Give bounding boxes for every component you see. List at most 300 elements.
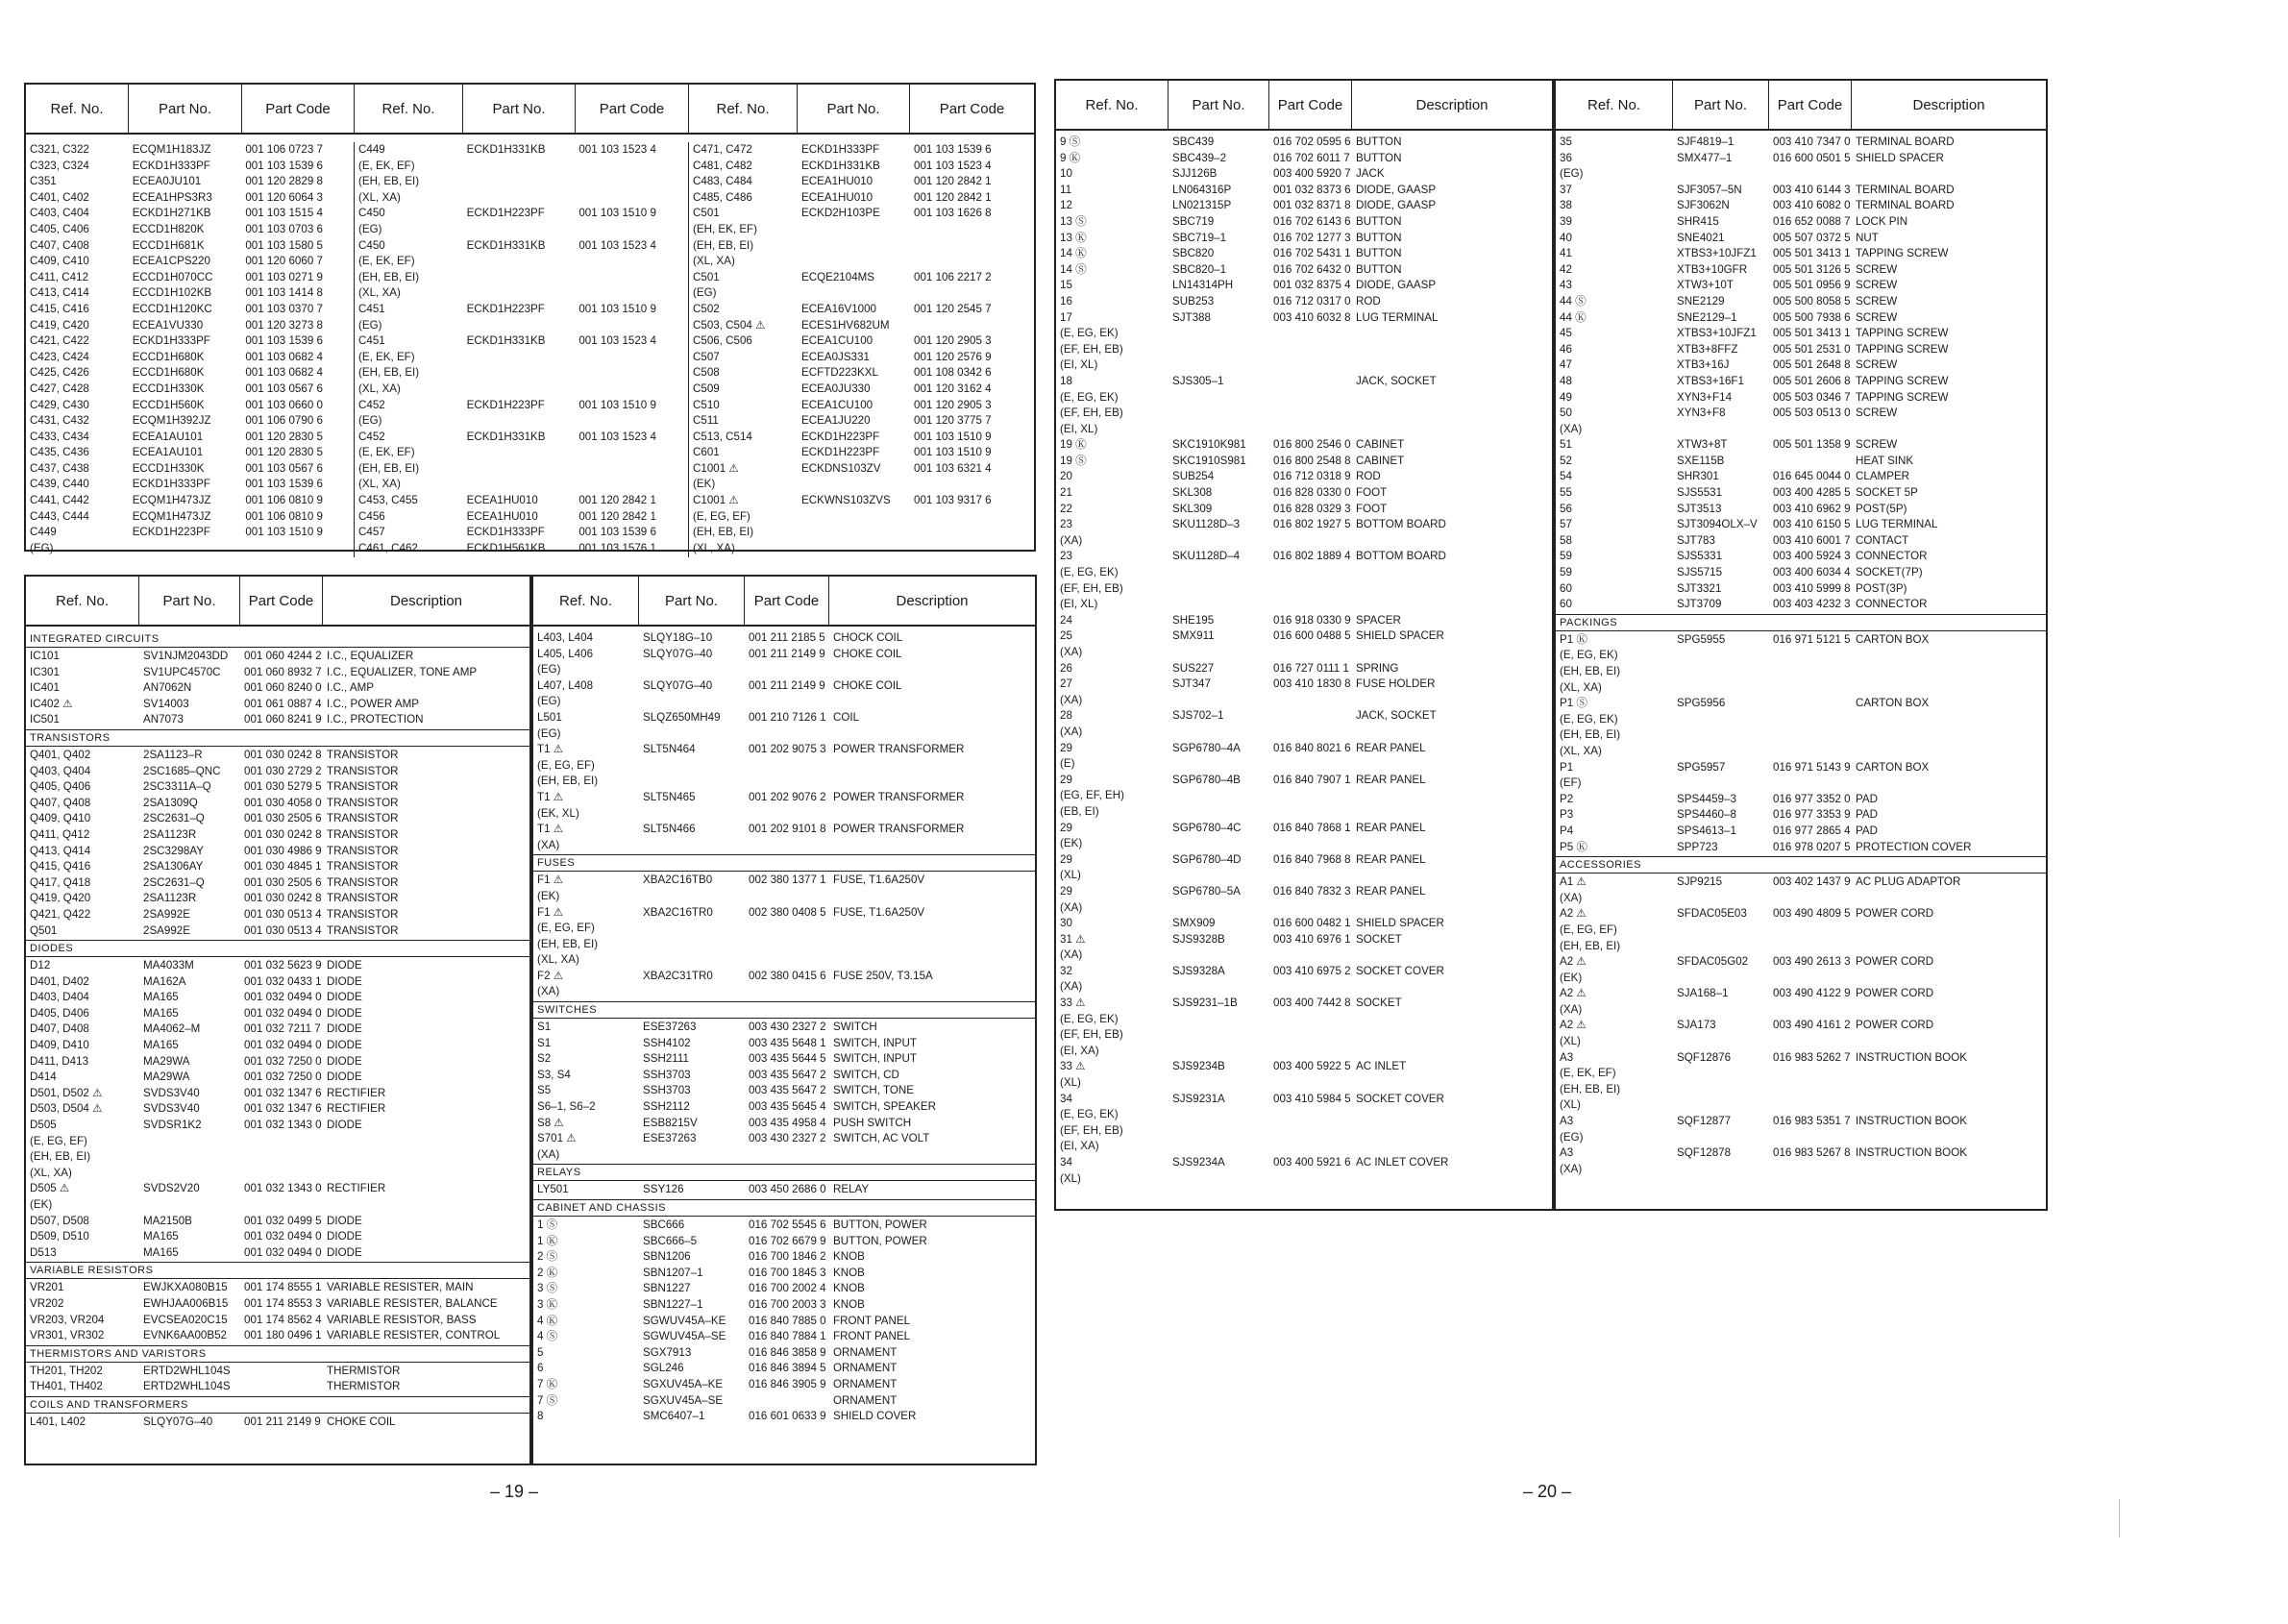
part-no-cell (639, 758, 745, 775)
ref-no-cell: C485, C486 (693, 190, 752, 204)
description-cell (829, 889, 1035, 905)
ref-no-cell: 45 (1560, 327, 1572, 340)
ref-no-cell: (EG) (358, 414, 382, 428)
table-row (1556, 632, 2046, 649)
table-row (26, 1006, 529, 1022)
table-row (1056, 1139, 1552, 1155)
description-cell: REAR PANEL (1356, 821, 1426, 834)
capacitor-group-1 (26, 142, 355, 557)
part-no-cell: AN7062N (143, 681, 192, 695)
part-no-cell: SBN1227–1 (643, 1297, 703, 1311)
description-cell: ORNAMENT (833, 1393, 898, 1407)
table-row (1056, 533, 1552, 550)
description-cell: INSTRUCTION BOOK (1856, 1050, 1967, 1064)
ref-no-cell: 23 (1060, 550, 1072, 563)
part-code-cell: 001 032 0494 0 (244, 1006, 322, 1020)
table-row (26, 1021, 529, 1038)
ref-no-cell: 44 Ⓢ (1560, 294, 1587, 308)
part-code-cell: 002 380 1377 1 (749, 874, 826, 887)
part-code-cell: 001 120 2830 5 (245, 446, 323, 459)
part-no-cell: SBN1207–1 (643, 1266, 703, 1279)
description-cell: TRANSISTOR (327, 764, 399, 777)
table-row (355, 285, 688, 302)
table-row (1556, 326, 2046, 342)
description-cell: DIODE (327, 1214, 362, 1227)
description-cell (829, 838, 1035, 854)
ref-no-cell: C413, C414 (30, 286, 89, 300)
part-no-cell: SUB253 (1172, 294, 1215, 308)
part-code-cell: 001 120 2829 8 (245, 175, 323, 188)
part-no-cell (1169, 979, 1269, 996)
part-no-cell: ECKD1H333PF (466, 526, 545, 539)
table-row (26, 1229, 529, 1245)
ref-no-cell: IC402 ⚠ (30, 697, 73, 710)
table-row (355, 430, 688, 446)
part-no-cell (639, 806, 745, 823)
ref-no-cell: (EG) (1560, 167, 1584, 181)
description-cell: DIODE (327, 1070, 362, 1084)
table-row (1056, 214, 1552, 231)
table-row (533, 1314, 1035, 1330)
ref-no-cell: (XA) (1060, 725, 1083, 738)
part-code-cell: 005 501 0956 9 (1773, 279, 1851, 292)
part-no-cell: SGXUV45A–KE (643, 1377, 724, 1390)
part-no-cell: SJT3513 (1677, 502, 1722, 515)
part-code-cell: 001 202 9101 8 (749, 823, 826, 836)
part-no-cell: ECKD1H333PF (132, 334, 210, 348)
part-no-cell: ECQM1H473JZ (132, 494, 211, 507)
part-code-cell (1269, 1139, 1352, 1155)
table-row (533, 678, 1035, 695)
capacitor-group-3 (689, 142, 1034, 557)
ref-no-cell: P2 (1560, 792, 1574, 805)
part-code-cell: 016 977 3353 9 (1773, 808, 1851, 822)
ref-no-cell: F1 ⚠ (537, 874, 564, 887)
table-row (1556, 357, 2046, 374)
part-no-cell: ECEA1CPS220 (132, 255, 210, 268)
part-no-cell (1673, 923, 1769, 939)
table-row (355, 398, 688, 414)
ref-no-cell: D505 (30, 1119, 57, 1132)
part-no-cell (1673, 775, 1769, 792)
ref-no-cell: A3 (1560, 1050, 1574, 1064)
table-row (1056, 581, 1552, 598)
description-cell: JACK (1356, 167, 1385, 181)
part-no-cell: SBC820 (1172, 247, 1215, 260)
description-cell: ROD (1356, 470, 1381, 483)
part-no-cell (139, 1197, 240, 1214)
ref-no-cell: 22 (1060, 502, 1072, 515)
part-no-cell (1169, 1171, 1269, 1188)
table-row (1056, 788, 1552, 804)
part-code-cell: 001 103 1510 9 (914, 430, 992, 443)
description-cell: SCREW (1856, 406, 1898, 420)
ref-no-cell: (E, EG, EK) (1060, 390, 1119, 404)
part-no-cell: SLQY07G–40 (643, 678, 713, 692)
part-code-cell (1269, 342, 1352, 358)
ref-no-cell: (XL, XA) (358, 478, 401, 491)
table-row (1556, 971, 2046, 987)
ref-no-cell: C461, C462 (358, 541, 418, 554)
ref-no-cell: C427, C428 (30, 381, 89, 395)
part-no-cell (1169, 900, 1269, 917)
part-no-cell (639, 1147, 745, 1164)
table-row (1556, 696, 2046, 712)
semiconductor-table-header (26, 577, 529, 627)
part-no-cell (798, 285, 910, 302)
table-row (533, 1036, 1035, 1052)
part-no-cell: SJS5331 (1677, 550, 1723, 563)
table-row (689, 238, 1034, 255)
part-code-cell (1769, 1002, 1852, 1019)
description-cell: TRANSISTOR (327, 796, 399, 809)
description-cell (1852, 1097, 2046, 1114)
part-no-cell (1673, 727, 1769, 744)
ref-no-cell: 33 ⚠ (1060, 997, 1086, 1010)
ref-no-cell: (EK) (30, 1198, 53, 1211)
table-row (26, 779, 529, 796)
part-code-cell (1769, 939, 1852, 955)
part-no-cell (1673, 680, 1769, 697)
part-code-cell: 001 103 1539 6 (245, 478, 323, 491)
ref-no-cell: C443, C444 (30, 509, 89, 523)
ref-no-cell: C481, C482 (693, 159, 752, 172)
table-row (1056, 868, 1552, 884)
description-cell (1352, 693, 1552, 709)
part-no-cell: SPS4460–8 (1677, 808, 1736, 822)
part-no-cell: ECKD1H223PF (466, 207, 545, 220)
part-no-cell (1673, 648, 1769, 664)
description-cell: JACK, SOCKET (1356, 709, 1437, 723)
part-no-cell: XTBS3+10JFZ1 (1677, 247, 1757, 260)
part-code-cell: 016 700 1845 3 (749, 1266, 826, 1279)
screws-packing-list (1556, 135, 2046, 1213)
table-row (26, 222, 354, 238)
part-no-cell: SJS9328B (1172, 932, 1225, 946)
part-no-cell (463, 222, 576, 238)
table-row (26, 413, 354, 430)
description-cell: VARIABLE RESISTER, CONTROL (327, 1329, 501, 1342)
description-cell: DIODE (327, 1039, 362, 1052)
part-code-cell (575, 174, 688, 190)
part-no-cell (463, 445, 576, 461)
part-no-cell: SSH4102 (643, 1036, 691, 1049)
ref-no-cell: 13 Ⓚ (1060, 231, 1087, 244)
part-code-cell (745, 694, 829, 710)
part-no-cell: SJS5715 (1677, 566, 1723, 579)
part-code-cell: 001 202 9076 2 (749, 790, 826, 803)
table-row (533, 662, 1035, 678)
ref-no-cell: (EF, EH, EB) (1060, 1123, 1123, 1137)
table-row (533, 1020, 1035, 1036)
table-row (26, 174, 354, 190)
part-code-cell: 001 032 8373 6 (1273, 183, 1351, 196)
part-code-cell: 001 032 8371 8 (1273, 199, 1351, 212)
part-code-cell: 001 120 2830 5 (245, 430, 323, 443)
part-code-cell (1269, 900, 1352, 917)
ref-no-cell: Q407, Q408 (30, 796, 91, 809)
part-no-cell: SSY126 (643, 1183, 684, 1196)
table-row (1556, 310, 2046, 327)
ref-no-cell: (XA) (1060, 646, 1083, 658)
part-no-cell (1673, 1130, 1769, 1146)
part-code-cell (1269, 1044, 1352, 1060)
description-cell: POWER CORD (1856, 955, 1934, 969)
section-heading: ACCESSORIES (1556, 856, 2046, 874)
description-cell: PAD (1856, 824, 1878, 837)
table-row (1556, 986, 2046, 1002)
table-row (1556, 1050, 2046, 1067)
ref-no-cell: (XL, XA) (30, 1166, 72, 1179)
section-heading: CABINET AND CHASSIS (533, 1199, 1035, 1217)
description-cell (1852, 1034, 2046, 1050)
ref-no-cell: (XL) (1060, 1171, 1081, 1185)
part-no-cell: ECEA0JU101 (132, 175, 202, 188)
description-cell: TRANSISTOR (327, 875, 399, 889)
part-code-cell: 003 435 5647 2 (749, 1068, 826, 1081)
ref-no-cell: 3 Ⓢ (537, 1282, 558, 1295)
table-row (26, 430, 354, 446)
part-no-cell (1169, 565, 1269, 581)
table-row (1056, 708, 1552, 725)
part-no-cell: SJF3062N (1677, 199, 1730, 212)
ref-no-cell: Q411, Q412 (30, 827, 90, 841)
part-code-cell (240, 1166, 323, 1182)
description-cell: HEAT SINK (1856, 454, 1914, 467)
part-code-cell: 001 103 1414 8 (245, 286, 323, 300)
description-cell: ROD (1356, 294, 1381, 308)
part-code-cell: 016 840 7832 3 (1273, 884, 1351, 898)
part-no-cell: SPG5955 (1677, 632, 1726, 646)
ref-no-cell: (XA) (537, 838, 560, 851)
part-code-cell: 001 030 0242 8 (244, 892, 322, 905)
description-cell (323, 1134, 529, 1150)
part-code-cell: 003 410 7347 0 (1773, 135, 1851, 148)
ref-no-cell: (XL, XA) (1560, 744, 1602, 757)
part-no-cell (639, 889, 745, 905)
table-row (533, 838, 1035, 854)
scan-mark (2119, 1499, 2120, 1538)
ref-no-cell: T1 ⚠ (537, 790, 564, 803)
description-cell: TERMINAL BOARD (1856, 199, 1955, 212)
semiconductor-list (26, 630, 529, 1467)
ref-no-cell: Q401, Q402 (30, 748, 91, 761)
part-no-cell: ESE37263 (643, 1021, 697, 1034)
table-row (1056, 231, 1552, 247)
part-no-cell (798, 477, 910, 493)
col-header-code: Part Code (745, 577, 829, 625)
table-row (355, 159, 688, 175)
ref-no-cell: C429, C430 (30, 398, 89, 411)
ref-no-cell: (EI, XA) (1060, 1044, 1099, 1057)
description-cell: TRANSISTOR (327, 860, 399, 874)
description-cell: TAPPING SCREW (1856, 342, 1949, 356)
page-number-left: – 19 – (490, 1482, 539, 1501)
part-code-cell: 001 120 2905 3 (914, 398, 992, 411)
description-cell (1852, 891, 2046, 907)
description-cell (1352, 756, 1552, 773)
part-no-cell (463, 190, 576, 207)
table-row (689, 206, 1034, 222)
ref-no-cell: (XA) (1560, 1162, 1583, 1175)
part-code-cell: 016 712 0318 9 (1273, 470, 1351, 483)
ref-no-cell: C435, C436 (30, 446, 89, 459)
ref-no-cell: (EK) (1560, 971, 1583, 984)
ref-no-cell: C321, C322 (30, 143, 89, 156)
screws-packing-table (1554, 79, 2048, 1211)
part-no-cell: SJP9215 (1677, 875, 1723, 889)
part-no-cell: ERTD2WHL104S (143, 1380, 231, 1393)
part-no-cell: SJS9231–1B (1172, 997, 1238, 1010)
part-code-cell: 016 846 3905 9 (749, 1377, 826, 1390)
description-cell: DIODE (327, 1022, 362, 1036)
part-code-cell (240, 1149, 323, 1166)
ref-no-cell: (XL, XA) (537, 953, 579, 967)
ref-no-cell: (XL) (1060, 869, 1081, 882)
ref-no-cell: 6 (537, 1362, 544, 1375)
part-code-cell: 001 108 0342 6 (914, 366, 992, 380)
part-code-cell: 001 103 0567 6 (245, 461, 323, 475)
ref-no-cell: P1 (1560, 760, 1574, 774)
table-row (1056, 756, 1552, 773)
ref-no-cell: C502 (693, 302, 720, 315)
table-row (26, 958, 529, 974)
ref-no-cell: C449 (30, 526, 57, 539)
description-cell (1852, 923, 2046, 939)
description-cell: FRONT PANEL (833, 1314, 911, 1327)
table-row (1556, 1145, 2046, 1162)
table-row (533, 952, 1035, 969)
ref-no-cell: 11 (1060, 183, 1072, 196)
part-code-cell: 005 501 1358 9 (1773, 438, 1851, 452)
part-no-cell: XBA2C31TR0 (643, 969, 713, 982)
part-no-cell: ECKD1H333PF (801, 143, 880, 156)
ref-no-cell: (EH, EB, EI) (358, 461, 420, 475)
part-code-cell: 016 840 7885 0 (749, 1314, 826, 1327)
part-code-cell: 001 120 2545 7 (914, 302, 992, 315)
part-code-cell (575, 365, 688, 381)
part-no-cell: SGP6780–4B (1172, 773, 1241, 786)
part-no-cell: SLQY07G–40 (643, 647, 713, 660)
table-row (1056, 900, 1552, 917)
description-cell (1352, 1107, 1552, 1123)
part-no-cell: XTW3+10T (1677, 279, 1734, 292)
part-no-cell (139, 1149, 240, 1166)
part-code-cell (1269, 533, 1352, 550)
table-row (533, 1361, 1035, 1377)
table-row (355, 174, 688, 190)
ref-no-cell: 56 (1560, 502, 1572, 515)
description-cell (1352, 804, 1552, 821)
description-cell: FUSE, T1.6A250V (833, 874, 925, 887)
part-no-cell (463, 254, 576, 270)
table-row (1056, 1059, 1552, 1075)
table-row (1056, 693, 1552, 709)
ref-no-cell: (EB, EI) (1060, 804, 1099, 818)
description-cell (1852, 422, 2046, 438)
ref-no-cell: (EH, EB, EI) (693, 526, 754, 539)
description-cell: THERMISTOR (327, 1380, 401, 1393)
table-row (689, 525, 1034, 541)
table-row (1056, 996, 1552, 1012)
ref-no-cell: (EH, EB, EI) (1560, 728, 1621, 742)
ref-no-cell: (E, EG, EF) (693, 509, 750, 523)
part-no-cell (1169, 422, 1269, 438)
col-header-part: Part No. (139, 577, 240, 625)
table-row (26, 238, 354, 255)
ref-no-cell: C511 (693, 414, 719, 428)
table-row (1556, 422, 2046, 438)
description-cell: CHOKE COIL (327, 1415, 396, 1428)
part-code-cell: 016 977 3352 0 (1773, 792, 1851, 805)
description-cell (829, 921, 1035, 937)
table-row (689, 381, 1034, 398)
part-no-cell: ECCD1H560K (132, 398, 205, 411)
part-code-cell: 005 507 0372 5 (1773, 231, 1851, 244)
part-no-cell (1169, 1044, 1269, 1060)
ref-no-cell: C507 (693, 350, 720, 363)
ref-no-cell: 26 (1060, 661, 1072, 675)
part-code-cell: 001 032 7250 0 (244, 1070, 322, 1084)
part-no-cell (1673, 1082, 1769, 1098)
col-header-code: Part Code (576, 85, 689, 133)
ref-no-cell: (EH, EB, EI) (358, 175, 420, 188)
part-no-cell: SGWUV45A–KE (643, 1314, 726, 1327)
part-no-cell: SKL309 (1172, 502, 1213, 515)
capacitor-table (24, 83, 1036, 552)
table-row (26, 1245, 529, 1262)
table-row (26, 1054, 529, 1070)
description-cell: I.C., AMP (327, 681, 374, 695)
part-no-cell: ECCD1H680K (132, 366, 205, 380)
ref-no-cell: (EF, EH, EB) (1060, 1028, 1123, 1042)
ref-no-cell: TH201, TH202 (30, 1364, 103, 1377)
part-no-cell: MA4033M (143, 959, 194, 972)
description-cell: TRANSISTOR (327, 827, 399, 841)
part-code-cell: 002 380 0415 6 (749, 969, 826, 982)
description-cell: I.C., EQUALIZER (327, 650, 414, 662)
ref-no-cell: 4 Ⓚ (537, 1314, 558, 1327)
description-cell (1352, 900, 1552, 917)
description-cell: FRONT PANEL (833, 1330, 911, 1343)
part-code-cell: 001 032 7250 0 (244, 1054, 322, 1068)
ref-no-cell: S5 (537, 1084, 552, 1097)
table-row (1556, 1097, 2046, 1114)
part-code-cell (240, 1364, 323, 1380)
description-cell: TERMINAL BOARD (1856, 183, 1955, 196)
table-row (1056, 916, 1552, 932)
part-no-cell: SVDSR1K2 (143, 1119, 202, 1132)
table-row (1056, 628, 1552, 645)
table-row (1056, 661, 1552, 677)
part-code-cell (910, 525, 1034, 541)
ref-no-cell: 43 (1560, 279, 1572, 292)
part-no-cell (1673, 1097, 1769, 1114)
part-code-cell: 001 103 0682 4 (245, 350, 323, 363)
part-code-cell: 001 103 0271 9 (245, 270, 323, 283)
table-row (26, 844, 529, 860)
table-row (1056, 166, 1552, 183)
table-row (533, 806, 1035, 823)
part-code-cell: 001 030 4845 1 (244, 860, 322, 874)
part-code-cell (575, 270, 688, 286)
part-code-cell: 001 103 6321 4 (914, 461, 992, 475)
part-code-cell: 001 103 1523 4 (578, 334, 656, 348)
part-code-cell: 003 403 4232 3 (1773, 598, 1851, 611)
ref-no-cell: 33 ⚠ (1060, 1060, 1086, 1073)
part-code-cell: 016 712 0317 0 (1273, 294, 1351, 308)
ref-no-cell: T1 ⚠ (537, 743, 564, 756)
